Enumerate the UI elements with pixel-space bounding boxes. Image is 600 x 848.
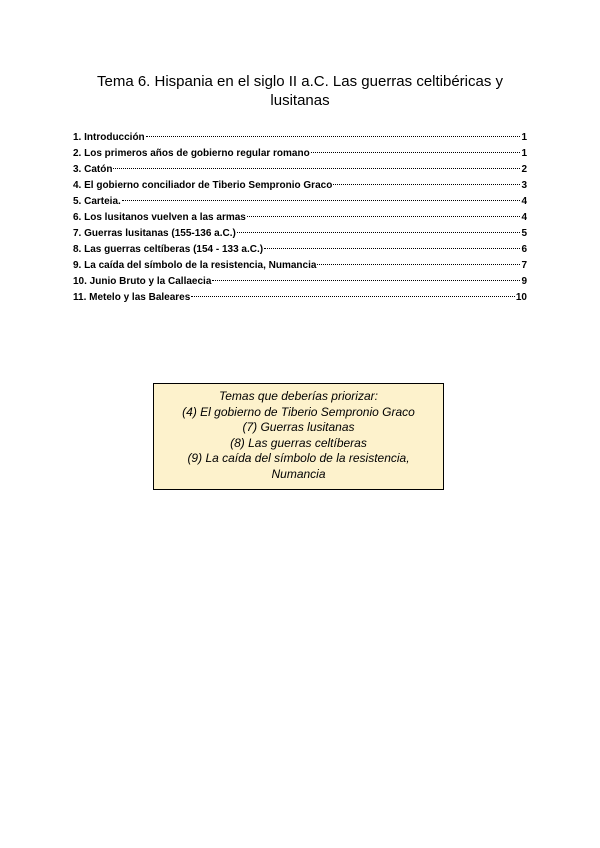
toc-entry[interactable]: [73, 130, 527, 146]
toc-entry-page: 1: [521, 132, 527, 143]
toc-entry-label: 8. Las guerras celtíberas (154 - 133 a.C.): [73, 244, 264, 255]
note-heading: Temas que deberías priorizar:: [219, 389, 378, 403]
document-title: Tema 6. Hispania en el siglo II a.C. Las guerras celtibéricas y lusitanas: [96, 73, 504, 109]
toc-entry-label: 7. Guerras lusitanas (155-136 a.C.): [73, 228, 236, 239]
note-line: (7) Guerras lusitanas: [242, 420, 355, 434]
toc-dot-leader: [191, 296, 515, 297]
toc-entry[interactable]: [73, 242, 527, 258]
table-of-contents: [73, 130, 527, 306]
toc-entry-label: 3. Catón: [73, 164, 113, 175]
toc-entry-label: 2. Los primeros años de gobierno regular romano: [73, 148, 310, 159]
toc-entry[interactable]: [73, 258, 527, 274]
toc-entry-label: 6. Los lusitanos vuelven a las armas: [73, 212, 246, 223]
toc-entry-label: 1. Introducción: [73, 132, 145, 143]
toc-entry[interactable]: [73, 162, 527, 178]
toc-entry[interactable]: [73, 226, 527, 242]
toc-entry-page: 3: [521, 180, 527, 191]
toc-entry[interactable]: [73, 290, 527, 306]
toc-dot-leader: [113, 168, 520, 169]
toc-entry-label: 9. La caída del símbolo de la resistencia, Numancia: [73, 260, 317, 271]
note-line: (9) La caída del símbolo de la resistencia,: [187, 451, 410, 465]
toc-dot-leader: [264, 248, 520, 249]
toc-dot-leader: [146, 136, 521, 137]
toc-entry-page: 6: [521, 244, 527, 255]
toc-dot-leader: [311, 152, 521, 153]
toc-dot-leader: [212, 280, 520, 281]
toc-entry-page: 2: [521, 164, 527, 175]
toc-dot-leader: [237, 232, 521, 233]
toc-entry-page: 9: [521, 276, 527, 287]
toc-dot-leader: [122, 200, 521, 201]
toc-dot-leader: [333, 184, 520, 185]
toc-entry-page: 4: [521, 196, 527, 207]
toc-entry[interactable]: [73, 194, 527, 210]
toc-entry-label: 5. Carteia.: [73, 196, 121, 207]
toc-entry-label: 11. Metelo y las Baleares: [73, 292, 191, 303]
toc-entry-page: 1: [521, 148, 527, 159]
toc-entry-label: 10. Junio Bruto y la Callaecia: [73, 276, 212, 287]
toc-entry[interactable]: [73, 210, 527, 226]
priority-topics-note: [153, 383, 444, 490]
toc-dot-leader: [247, 216, 521, 217]
toc-entry-page: 7: [521, 260, 527, 271]
toc-dot-leader: [317, 264, 520, 265]
toc-entry[interactable]: [73, 146, 527, 162]
toc-entry[interactable]: [73, 274, 527, 290]
note-line: (4) El gobierno de Tiberio Sempronio Graco: [182, 404, 415, 419]
toc-entry-page: 4: [521, 212, 527, 223]
note-line: Numancia: [271, 466, 326, 481]
toc-entry[interactable]: [73, 178, 527, 194]
note-line: (8) Las guerras celtíberas: [230, 435, 367, 450]
toc-entry-page: 5: [521, 228, 527, 239]
toc-entry-page: 10: [515, 292, 527, 303]
toc-entry-label: 4. El gobierno conciliador de Tiberio Sempronio Graco: [73, 180, 333, 191]
